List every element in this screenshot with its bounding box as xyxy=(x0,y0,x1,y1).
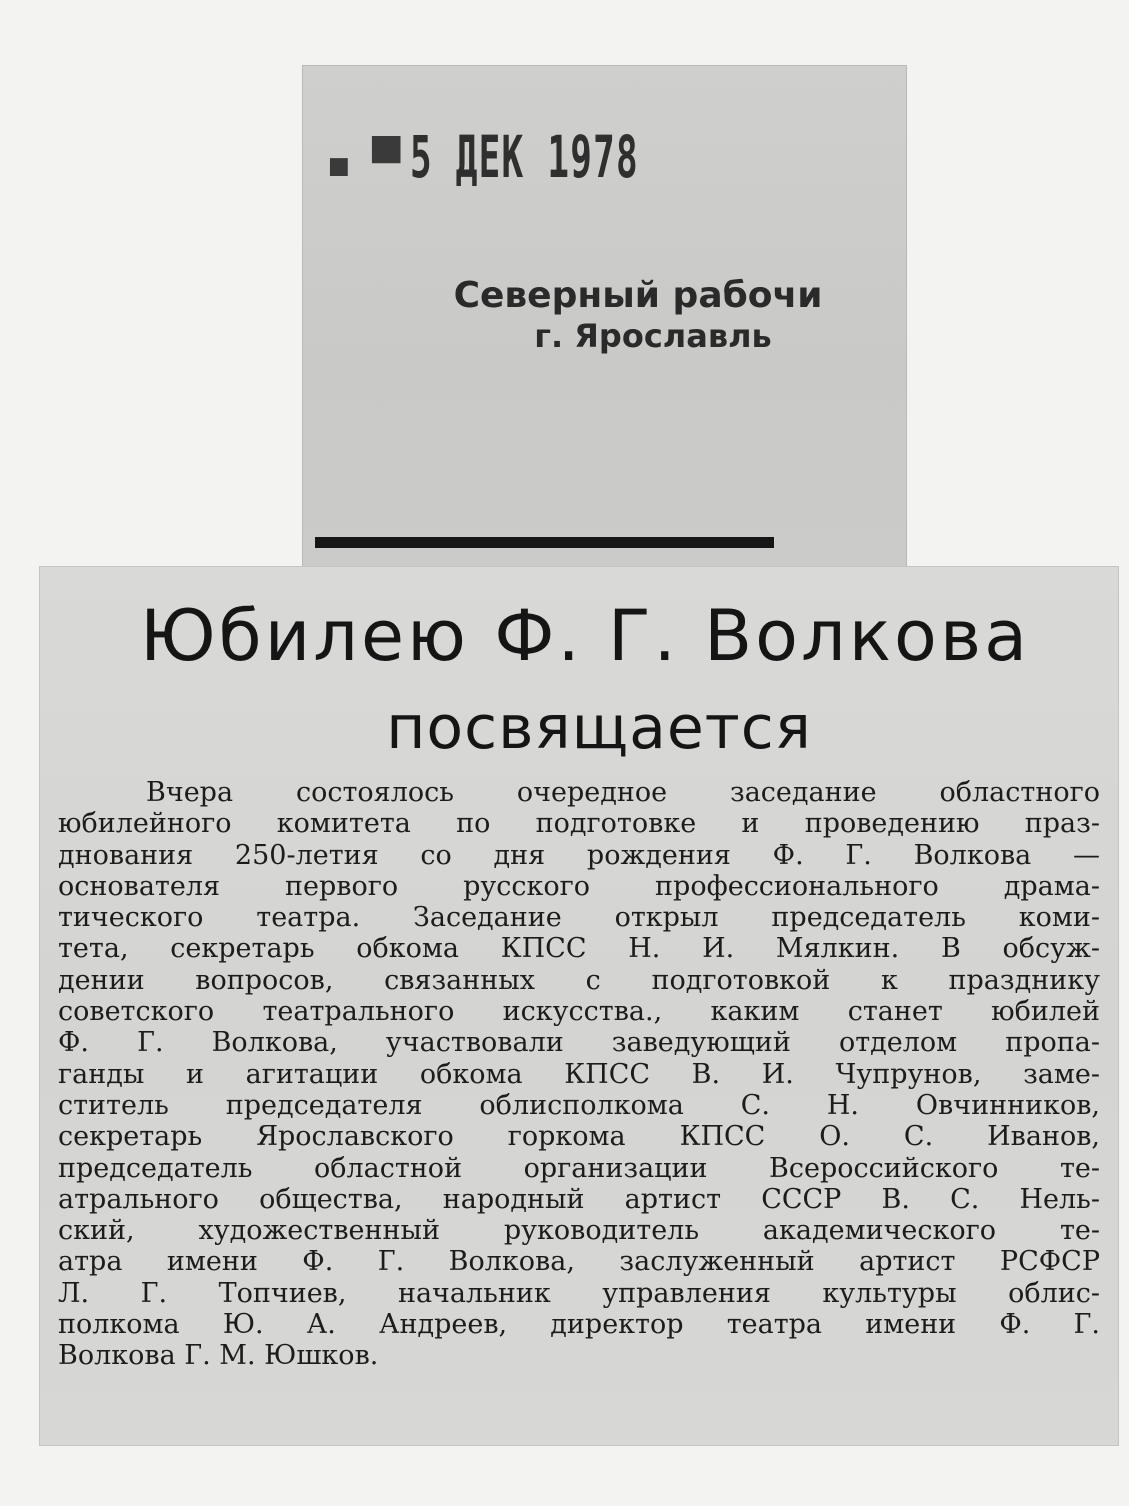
newspaper-name: Северный рабочи xyxy=(453,275,823,316)
divider-rule xyxy=(315,537,774,548)
body-line: юбилейного комитета по подготовке и проведению праз- xyxy=(58,808,1100,840)
body-line: Ф. Г. Волкова, участвовали заведующий отделом пропа- xyxy=(58,1027,1100,1059)
body-line: советского театрального искусства., каким станет юбилей xyxy=(58,996,1100,1028)
body-line: Вчера состоялось очередное заседание областного xyxy=(146,777,1100,808)
body-line: атрального общества, народный артист СССР В. С. Нель- xyxy=(58,1183,1100,1215)
body-line: тического театра. Заседание открыл председатель коми- xyxy=(58,902,1100,934)
body-line: полкома Ю. А. Андреев, директор театра имени Ф. Г. xyxy=(58,1309,1100,1341)
body-line: тета, секретарь обкома КПСС Н. И. Мялкин. В обсуж- xyxy=(58,933,1100,965)
headline-line-1: Юбилею Ф. Г. Волкова xyxy=(139,595,1031,677)
article-body xyxy=(58,777,1100,1372)
body-line: дении вопросов, связанных с подготовкой к празднику xyxy=(58,964,1100,996)
body-line: Волкова Г. М. Юшков. xyxy=(58,1340,379,1372)
article-clipping xyxy=(40,567,1118,1445)
body-line: секретарь Ярославского горкома КПСС О. С. Иванов, xyxy=(58,1121,1100,1153)
body-line: основателя первого русского профессионального драма- xyxy=(58,870,1100,902)
stamp-mark-icon: ▪ ▀ xyxy=(325,136,397,190)
date-stamp xyxy=(325,106,779,191)
body-line: ганды и агитации обкома КПСС В. И. Чупрунов, заме- xyxy=(58,1058,1100,1090)
body-line: атра имени Ф. Г. Волкова, заслуженный артист РСФСР xyxy=(58,1246,1100,1278)
date-source-clipping xyxy=(303,66,906,566)
body-line: Л. Г. Топчиев, начальник управления культуры облис- xyxy=(58,1277,1100,1309)
stamp-date: 5 ДЕК 1978 xyxy=(410,123,639,191)
headline-line-2: посвящается xyxy=(386,693,812,763)
body-line: днования 250-летия со дня рождения Ф. Г. Волкова — xyxy=(58,839,1100,871)
body-line: председатель областной организации Всероссийского те- xyxy=(58,1152,1100,1184)
newspaper-city: г. Ярославль xyxy=(534,317,772,356)
body-line: ский, художественный руководитель академического те- xyxy=(58,1215,1100,1247)
body-line: ститель председателя облисполкома С. Н. Овчинников, xyxy=(58,1089,1100,1121)
newspaper-source xyxy=(398,274,878,356)
